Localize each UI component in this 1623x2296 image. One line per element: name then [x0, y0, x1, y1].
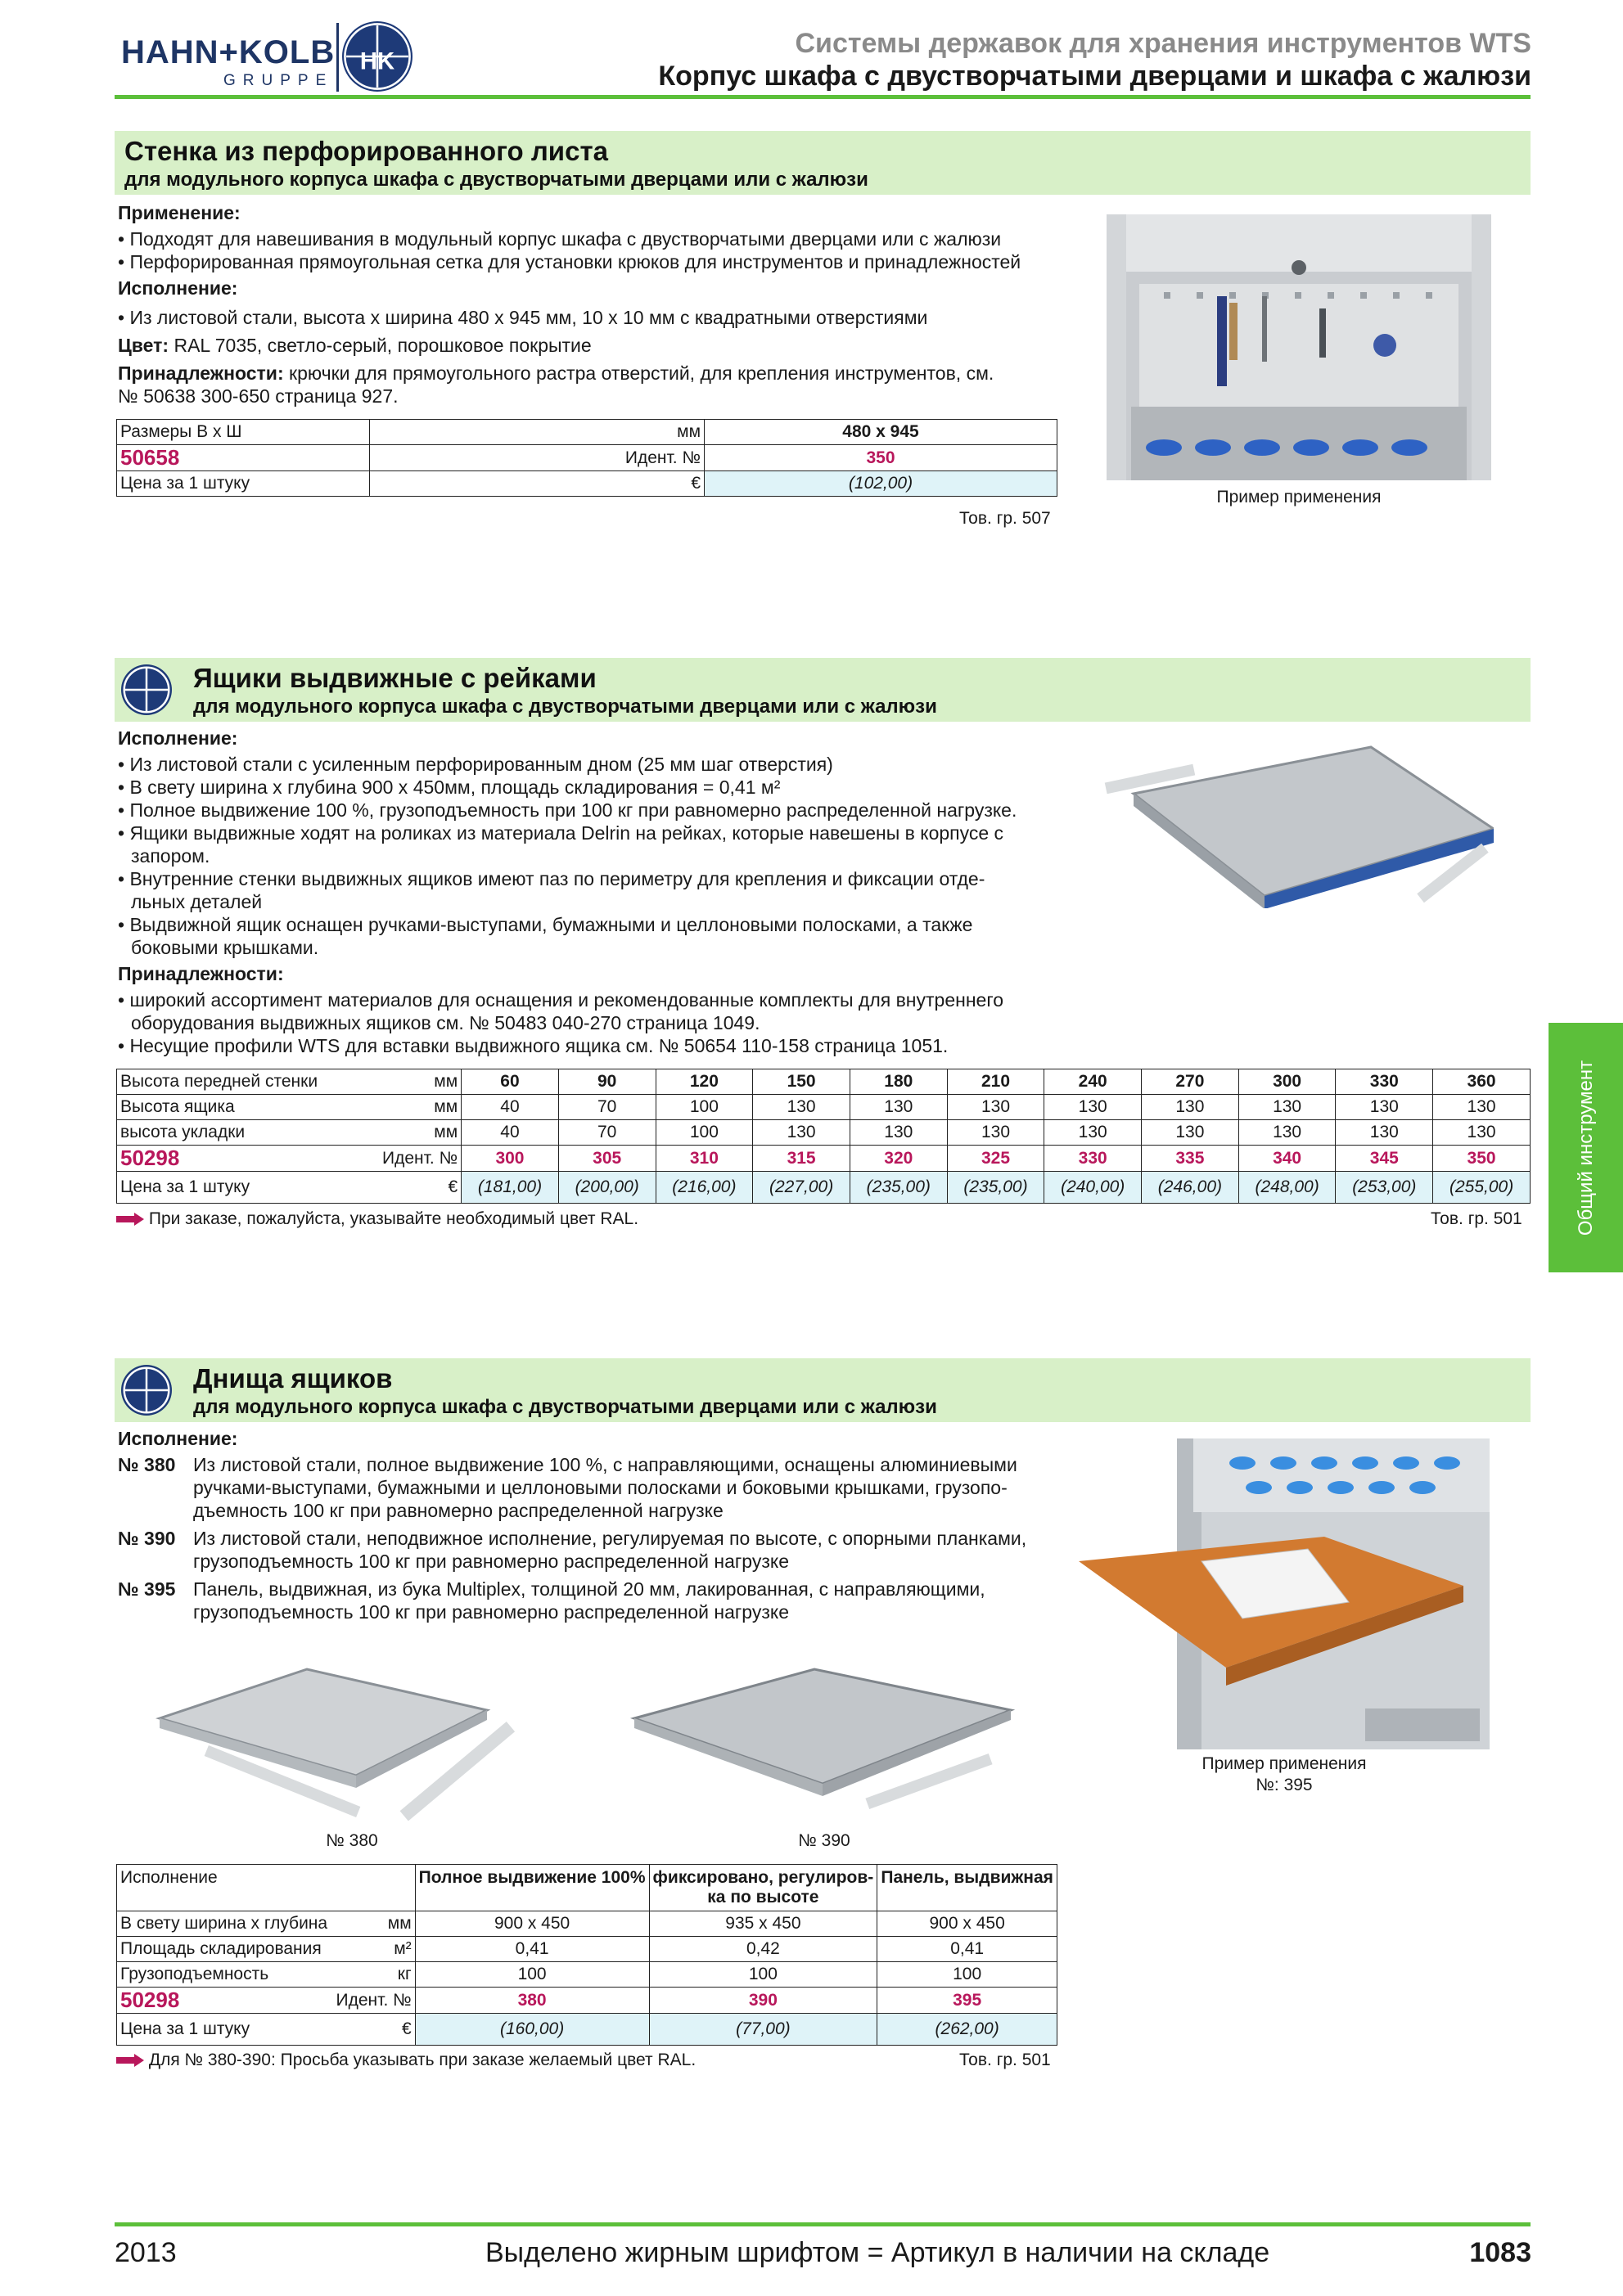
price-value: (248,00) [1238, 1172, 1336, 1204]
front-height-value: 240 [1044, 1069, 1142, 1095]
logo-divider [336, 23, 339, 92]
price-unit: € [370, 471, 705, 497]
bullet-item: • Ящики выдвижные ходят на роликах из материала Delrin на рейках, которые навешены в корпусе с [118, 822, 1004, 844]
price-value: (181,00) [462, 1172, 559, 1204]
bullet-item: • Из листовой стали с усиленным перфорированным дном (25 мм шаг отверстия) [118, 754, 833, 775]
section-subtitle: для модульного корпуса шкафа с двустворчатыми дверцами или с жалюзи [193, 1396, 937, 1418]
box-height-value: 130 [1238, 1095, 1336, 1120]
size-unit: мм [370, 420, 705, 445]
stack-height-value: 130 [1044, 1120, 1142, 1146]
size-value: 480 x 945 [705, 420, 1057, 445]
category-side-tab[interactable] [1549, 1023, 1623, 1272]
box-height-value: 40 [462, 1095, 559, 1120]
variant-number: № 395 [118, 1578, 176, 1600]
execution-label: Исполнение: [118, 1428, 238, 1449]
variant-description-line: ручками-выступами, бумажными и целлоновыми полосками и боковыми крышками, грузопо- [193, 1477, 1008, 1498]
ident-value[interactable]: 325 [947, 1146, 1044, 1172]
arrow-right-icon [116, 2054, 144, 2067]
hk-logo-icon [342, 21, 413, 92]
execution-label: Исполнение: [118, 727, 238, 749]
front-height-row [117, 1069, 1531, 1095]
load-value: 100 [415, 1962, 649, 1988]
execution-list [118, 753, 1017, 959]
bullet-continuation: оборудования выдвижных ящиков см. № 50483 040-270 страница 1049. [131, 1012, 760, 1033]
box-height-value: 130 [850, 1095, 947, 1120]
col-header-panel: Панель, выдвижная [877, 1865, 1057, 1911]
execution-label: Исполнение: [118, 277, 238, 299]
accessories-list [118, 988, 1003, 1057]
variant-description-line: грузоподъемность 100 кг при равномерно распределенной нагрузке [193, 1601, 789, 1623]
size-label: Размеры В x Ш [117, 420, 370, 445]
stack-height-value: 130 [1336, 1120, 1433, 1146]
variant-item [118, 1453, 1026, 1522]
stack-height-value: 70 [558, 1120, 656, 1146]
logo-wordmark: HAHN+KOLB [121, 34, 336, 70]
price-label: Цена за 1 штуку [117, 1172, 380, 1204]
price-value: (216,00) [656, 1172, 753, 1204]
drawer-bottoms-table [116, 1864, 1057, 2046]
price-value: (240,00) [1044, 1172, 1142, 1204]
dims-unit: мм [333, 1911, 416, 1937]
price-value: (102,00) [705, 471, 1057, 497]
drawer-bottom-380-image [151, 1653, 528, 1829]
perforated-wall-photo [1107, 214, 1491, 480]
drawer-panel-photo [1079, 1438, 1490, 1749]
load-value: 100 [877, 1962, 1057, 1988]
price-value: (246,00) [1142, 1172, 1239, 1204]
price-value: (160,00) [415, 2014, 649, 2046]
front-height-value: 150 [753, 1069, 850, 1095]
svg-text:HK: HK [359, 48, 395, 75]
photo-caption: Пример применения [1216, 488, 1382, 506]
front-height-value: 90 [558, 1069, 656, 1095]
ident-value[interactable]: 380 [415, 1988, 649, 2014]
ident-label: Идент. № [333, 1988, 416, 2014]
drawers-table [116, 1069, 1531, 1204]
front-height-label: Высота передней стенки [117, 1069, 380, 1095]
box-height-label: Высота ящика [117, 1095, 380, 1120]
header-rule [115, 95, 1531, 99]
ident-value[interactable]: 305 [558, 1146, 656, 1172]
bullet-item: • Несущие профили WTS для вставки выдвижного ящика см. № 50654 110-158 страница 1051. [118, 1035, 949, 1056]
load-unit: кг [333, 1962, 416, 1988]
col-header-fixed: фиксировано, регулиров- ка по высоте [649, 1865, 877, 1911]
application-item: • Перфорированная прямоугольная сетка для установки крюков для инструментов и принадлежностей [118, 251, 1021, 272]
article-number[interactable]: 50298 [117, 1146, 380, 1172]
box-height-value: 100 [656, 1095, 753, 1120]
area-unit: м² [333, 1937, 416, 1962]
header-category: Системы державок для хранения инструментов WTS [795, 28, 1531, 59]
area-value: 0,41 [415, 1937, 649, 1962]
variant-description-line: Из листовой стали, полное выдвижение 100 %, с направляющими, оснащены алюминиевыми [193, 1454, 1017, 1475]
article-number[interactable]: 50298 [117, 1988, 333, 2014]
ident-value[interactable]: 350 [705, 445, 1057, 471]
bullet-item: • широкий ассортимент материалов для оснащения и рекомендованные комплекты для внутреннего [118, 989, 1003, 1011]
bullet-continuation: боковыми крышками. [131, 937, 319, 958]
dims-value: 935 x 450 [649, 1911, 877, 1937]
image-caption: № 380 [326, 1831, 378, 1850]
application-item: • Подходят для навешивания в модульный корпус шкафа с двустворчатыми дверцами или с жалюзи [118, 228, 1002, 250]
hk-brand-icon [121, 1365, 172, 1416]
ident-row [117, 1146, 1531, 1172]
price-value: (262,00) [877, 2014, 1057, 2046]
stack-height-value: 130 [947, 1120, 1044, 1146]
footer-rule [115, 2222, 1531, 2226]
ident-value[interactable]: 330 [1044, 1146, 1142, 1172]
front-height-value: 270 [1142, 1069, 1239, 1095]
price-value: (253,00) [1336, 1172, 1433, 1204]
ident-value[interactable]: 345 [1336, 1146, 1433, 1172]
footer-legend: Выделено жирным шрифтом = Артикул в наличии на складе [485, 2237, 1270, 2268]
brand-logo [121, 18, 416, 92]
front-height-value: 210 [947, 1069, 1044, 1095]
stack-height-value: 130 [850, 1120, 947, 1146]
box-height-value: 130 [1336, 1095, 1433, 1120]
execution-item: • Из листовой стали, высота x ширина 480 x 945 мм, 10 x 10 мм с квадратными отверстиями [118, 307, 928, 328]
front-height-value: 360 [1433, 1069, 1531, 1095]
bullet-item: • Полное выдвижение 100 %, грузоподъемность при 100 кг при равномерно распределенной нагрузке. [118, 799, 1017, 821]
stack-height-row [117, 1120, 1531, 1146]
ident-value[interactable]: 315 [753, 1146, 850, 1172]
section-perforated-wall-header [115, 131, 1531, 195]
section-drawer-bottoms-header [115, 1358, 1531, 1422]
ident-value[interactable]: 335 [1142, 1146, 1239, 1172]
stack-height-value: 130 [1433, 1120, 1531, 1146]
price-value: (77,00) [649, 2014, 877, 2046]
accessories-line: Принадлежности: крючки для прямоугольного растра отверстий, для крепления инструментов, см. [118, 362, 994, 384]
side-tab-label: Общий инструмент [1574, 1060, 1597, 1236]
area-value: 0,41 [877, 1937, 1057, 1962]
stack-height-value: 130 [1142, 1120, 1239, 1146]
arrow-right-icon [116, 1213, 144, 1226]
stack-height-value: 130 [1238, 1120, 1336, 1146]
front-height-value: 330 [1336, 1069, 1433, 1095]
ident-value[interactable]: 395 [877, 1988, 1057, 2014]
variant-number: № 380 [118, 1454, 176, 1475]
area-value: 0,42 [649, 1937, 877, 1962]
dims-value: 900 x 450 [415, 1911, 649, 1937]
price-unit: € [379, 1172, 462, 1204]
bullet-item: • В свету ширина x глубина 900 x 450мм, площадь складирования = 0,41 м² [118, 777, 781, 798]
front-height-value: 300 [1238, 1069, 1336, 1095]
load-value: 100 [649, 1962, 877, 1988]
image-caption: № 390 [798, 1831, 850, 1850]
ral-note: Для № 380-390: Просьба указывать при заказе желаемый цвет RAL. [116, 2051, 696, 2070]
photo-caption: Пример применения [1201, 1754, 1367, 1773]
stack-height-value: 40 [462, 1120, 559, 1146]
footer-year: 2013 [115, 2237, 177, 2268]
section-title: Стенка из перфорированного листа [124, 136, 608, 166]
variant-description-line: Из листовой стали, неподвижное исполнение, регулируемая по высоте, с опорными планками, [193, 1528, 1027, 1549]
price-unit: € [333, 2014, 416, 2046]
product-group: Тов. гр. 501 [959, 2051, 1051, 2069]
article-number[interactable]: 50658 [117, 445, 370, 471]
accessories-label: Принадлежности: [118, 963, 284, 984]
variant-description-line: грузоподъемность 100 кг при равномерно распределенной нагрузке [193, 1551, 789, 1572]
col-header-full-extension: Полное выдвижение 100% [415, 1865, 649, 1911]
drawer-photo [1101, 732, 1494, 908]
front-height-unit: мм [379, 1069, 462, 1095]
product-group: Тов. гр. 501 [1431, 1209, 1522, 1228]
color-line: Цвет: RAL 7035, светло-серый, порошковое покрытие [118, 335, 592, 356]
ident-value[interactable]: 300 [462, 1146, 559, 1172]
area-label: Площадь складирования [117, 1937, 333, 1962]
accessories-line-2: № 50638 300-650 страница 927. [118, 385, 399, 407]
front-height-value: 120 [656, 1069, 753, 1095]
logo-subtitle: GRUPPE [223, 72, 334, 89]
price-value: (235,00) [947, 1172, 1044, 1204]
box-height-value: 130 [1142, 1095, 1239, 1120]
box-height-unit: мм [379, 1095, 462, 1120]
box-height-value: 130 [1433, 1095, 1531, 1120]
price-label: Цена за 1 штуку [117, 2014, 333, 2046]
price-label: Цена за 1 штуку [117, 471, 370, 497]
box-height-row [117, 1095, 1531, 1120]
ral-note: При заказе, пожалуйста, указывайте необходимый цвет RAL. [116, 1209, 638, 1229]
hk-brand-icon [121, 664, 172, 715]
ident-value[interactable]: 320 [850, 1146, 947, 1172]
section-subtitle: для модульного корпуса шкафа с двустворчатыми дверцами или с жалюзи [124, 169, 868, 191]
load-label: Грузоподъемность [117, 1962, 333, 1988]
drawer-bottom-390-image [618, 1653, 1019, 1817]
dims-label: В свету ширина x глубина [117, 1911, 333, 1937]
section-title: Ящики выдвижные с рейками [193, 663, 597, 693]
stack-height-value: 130 [753, 1120, 850, 1146]
variant-item [118, 1527, 1026, 1573]
ident-value[interactable]: 340 [1238, 1146, 1336, 1172]
variant-list [118, 1453, 1026, 1628]
variant-item [118, 1578, 1026, 1623]
photo-caption-variant: №: 395 [1256, 1776, 1313, 1794]
stack-height-value: 100 [656, 1120, 753, 1146]
variant-description-line: дъемность 100 кг при равномерно распределенной нагрузке [193, 1500, 724, 1521]
front-height-value: 60 [462, 1069, 559, 1095]
price-row [117, 1172, 1531, 1204]
front-height-value: 180 [850, 1069, 947, 1095]
box-height-value: 130 [947, 1095, 1044, 1120]
price-value: (227,00) [753, 1172, 850, 1204]
ident-label: Идент. № [379, 1146, 462, 1172]
header-title: Корпус шкафа с двустворчатыми дверцами и шкафа с жалюзи [658, 61, 1531, 92]
ident-value[interactable]: 350 [1433, 1146, 1531, 1172]
variant-description-line: Панель, выдвижная, из бука Multiplex, толщиной 20 мм, лакированная, с направляющими, [193, 1578, 985, 1600]
bullet-continuation: запором. [131, 845, 210, 867]
box-height-value: 130 [753, 1095, 850, 1120]
section-drawers-header [115, 658, 1531, 722]
section-subtitle: для модульного корпуса шкафа с двустворчатыми дверцами или с жалюзи [193, 696, 937, 718]
ident-value[interactable]: 310 [656, 1146, 753, 1172]
price-value: (200,00) [558, 1172, 656, 1204]
box-height-value: 130 [1044, 1095, 1142, 1120]
box-height-value: 70 [558, 1095, 656, 1120]
ident-value[interactable]: 390 [649, 1988, 877, 2014]
dims-value: 900 x 450 [877, 1911, 1057, 1937]
bullet-continuation: льных деталей [131, 891, 263, 912]
application-label: Применение: [118, 202, 241, 223]
price-value: (235,00) [850, 1172, 947, 1204]
price-value: (255,00) [1433, 1172, 1531, 1204]
stack-height-unit: мм [379, 1120, 462, 1146]
product-group: Тов. гр. 507 [959, 509, 1051, 528]
bullet-item: • Выдвижной ящик оснащен ручками-выступами, бумажными и целлоновыми полосками, а также [118, 914, 973, 935]
variant-number: № 390 [118, 1528, 176, 1549]
section-title: Днища ящиков [193, 1363, 393, 1393]
perforated-wall-table [116, 419, 1057, 497]
exec-label: Исполнение [117, 1865, 416, 1911]
ident-label: Идент. № [370, 445, 705, 471]
bullet-item: • Внутренние стенки выдвижных ящиков имеют паз по периметру для крепления и фиксации отде- [118, 868, 985, 889]
stack-height-label: высота укладки [117, 1120, 380, 1146]
page-number: 1083 [1469, 2237, 1531, 2268]
